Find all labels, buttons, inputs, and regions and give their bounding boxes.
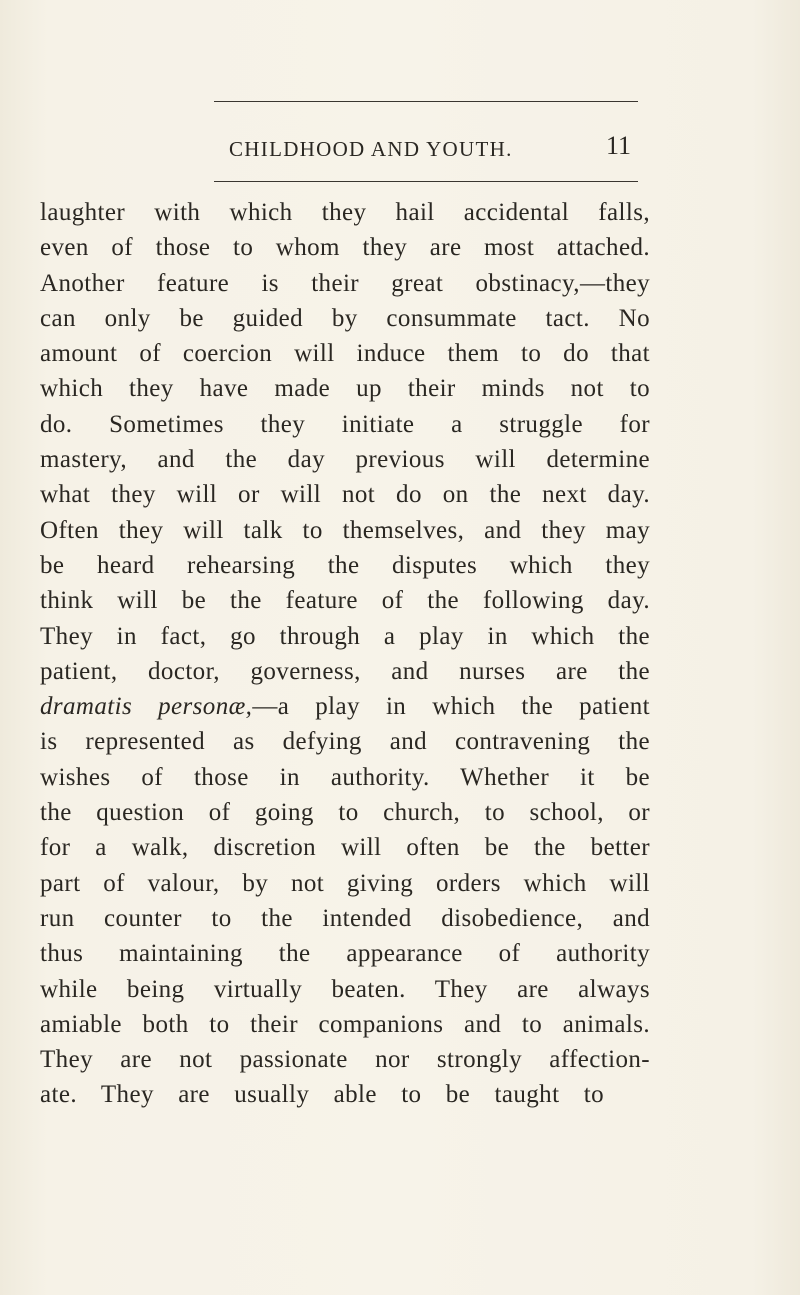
text-line-rest: —a play in which the patient [252, 693, 650, 721]
page-header [0, 131, 800, 164]
italic-term: dramatis personæ, [40, 693, 253, 721]
text-line: for a walk, discretion will often be the better [40, 834, 650, 862]
text-line: They in fact, go through a play in which the [40, 622, 650, 650]
text-line: which they have made up their minds not to [40, 375, 650, 403]
text-line: laughter with which they hail accidental falls, [40, 199, 650, 226]
text-line: think will be the feature of the following day. [40, 587, 650, 615]
text-line: amiable both to their companions and to animals. [40, 1010, 650, 1038]
text-line: mastery, and the day previous will determine [40, 446, 650, 474]
text-line: is represented as defying and contravening the [40, 728, 650, 756]
text-line: while being virtually beaten. They are always [40, 975, 650, 1003]
page-number: 11 [606, 131, 632, 160]
text-line-with-italic [40, 689, 650, 724]
text-line: be heard rehearsing the disputes which they [40, 551, 650, 579]
text-line: the question of going to church, to school, or [40, 799, 650, 827]
running-head: CHILDHOOD AND YOUTH. [229, 137, 513, 161]
text-line: even of those to whom they are most attached. [40, 234, 650, 262]
text-line: thus maintaining the appearance of authority [40, 940, 650, 968]
text-line: can only be guided by consummate tact. No [40, 304, 650, 332]
body-text [40, 195, 650, 1113]
text-line: They are not passionate nor strongly affection- [40, 1046, 650, 1074]
header-bottom-rule [214, 181, 638, 182]
text-line: Another feature is their great obstinacy,—they [40, 269, 650, 297]
text-line: do. Sometimes they initiate a struggle for [40, 410, 650, 438]
text-line: wishes of those in authority. Whether it be [40, 763, 650, 791]
text-line: run counter to the intended disobedience, and [40, 904, 650, 932]
text-line: patient, doctor, governess, and nurses are the [40, 657, 650, 685]
text-line: what they will or will not do on the next day. [40, 481, 650, 509]
text-line: Often they will talk to themselves, and they may [40, 516, 650, 544]
header-top-rule [214, 101, 638, 102]
text-line: amount of coercion will induce them to do that [40, 340, 650, 368]
text-line: ate. They are usually able to be taught to [40, 1081, 604, 1109]
text-line: part of valour, by not giving orders which will [40, 869, 650, 897]
